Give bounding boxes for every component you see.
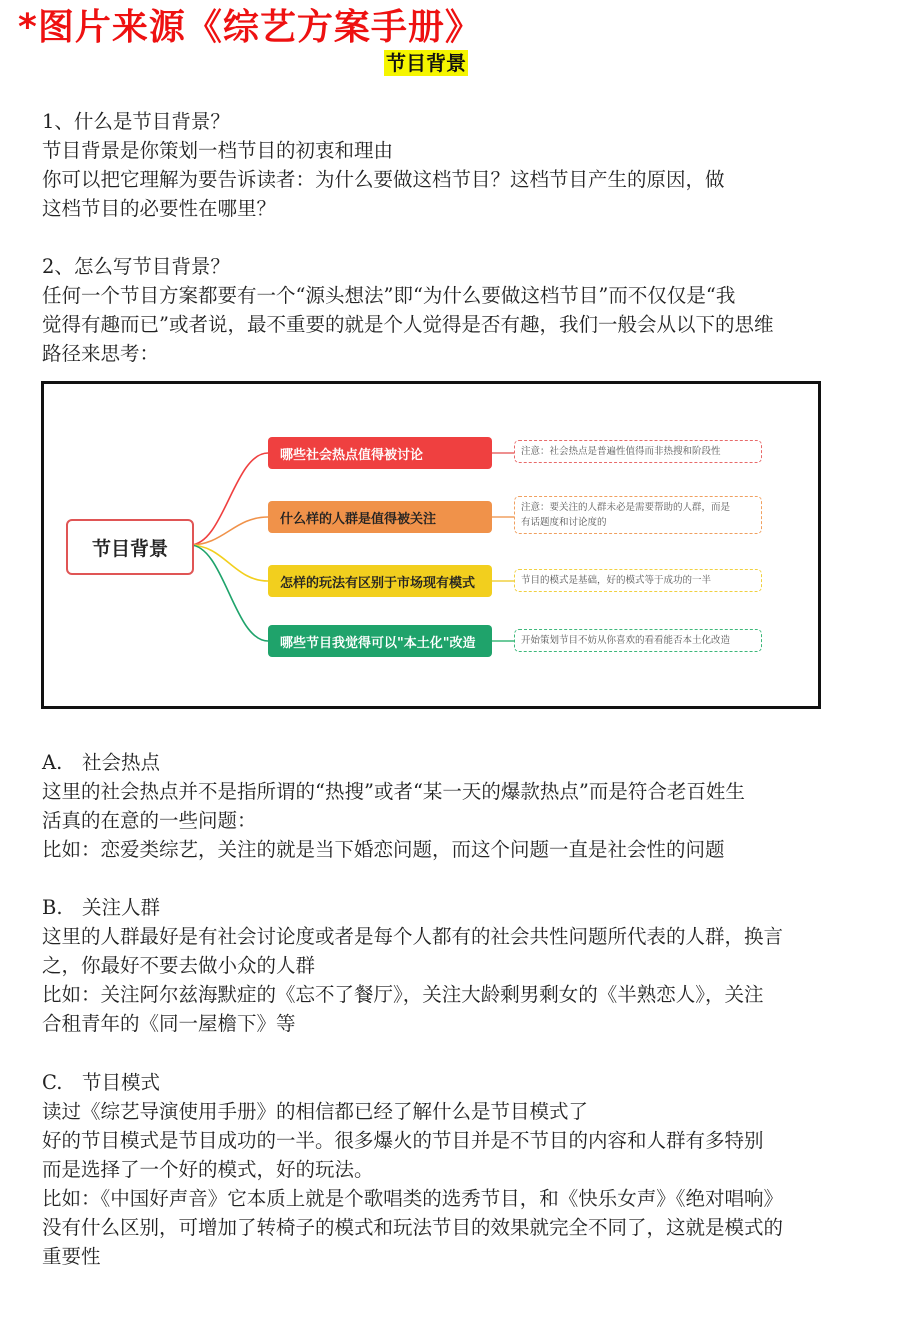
paragraph-line: 这里的社会热点并不是指所谓的“热搜”或者“某一天的爆款热点”而是符合老百姓生 [42,780,745,803]
note-social-hotspot [514,440,762,463]
section-c-program-format [42,1068,832,1271]
section-heading: 1、什么是节目背景？ [42,110,230,133]
paragraph-line: 这里的人群最好是有社会讨论度或者是每个人都有的社会共性问题所代表的人群，换言 [42,925,784,948]
section-heading-text: 节目模式 [82,1071,161,1094]
branch-gameplay-format: 怎样的玩法有区别于市场现有模式 [268,565,492,597]
connector-3 [190,545,268,581]
page-title: 节目背景 [386,51,466,75]
paragraph-line: 你可以把它理解为要告诉读者：为什么要做这档节目？这档节目产生的原因，做 [42,168,725,191]
paragraph-line: 合租青年的《同一屋檐下》等 [42,1012,296,1035]
section-heading-text: 社会热点 [82,751,161,774]
paragraph-line: 节目背景是你策划一档节目的初衷和理由 [42,139,394,162]
note-line: 开始策划节目不妨从你喜欢的看看能否本土化改造 [521,635,731,646]
paragraph-line: 觉得有趣而已”或者说，最不重要的就是个人觉得是否有趣，我们一般会从以下的思维 [42,313,774,336]
paragraph-line: 没有什么区别，可增加了转椅子的模式和玩法节目的效果就完全不同了，这就是模式的 [42,1216,784,1239]
section-heading: 2、怎么写节目背景？ [42,255,230,278]
section-heading-text: 关注人群 [82,896,161,919]
paragraph-line: 比如：恋爱类综艺，关注的就是当下婚恋问题，而这个问题一直是社会性的问题 [42,838,725,861]
mindmap-root-node: 节目背景 [66,519,194,575]
paragraph-line: 之，你最好不要去做小众的人群 [42,954,316,977]
source-watermark: *图片来源《综艺方案手册》 [18,7,482,48]
paragraph-line: 比如：《中国好声音》它本质上就是个歌唱类的选秀节目，和《快乐女声》《绝对唱响》 [42,1187,784,1210]
note-line: 有话题度和讨论度的 [521,517,607,528]
section-heading [42,748,832,777]
paragraph-line: 任何一个节目方案都要有一个“源头想法”即“为什么要做这档节目”而不仅仅是“我 [42,284,736,307]
connector-4 [190,545,268,641]
note-localization [514,629,762,652]
paragraph-line: 好的节目模式是节目成功的一半。很多爆火的节目并是不节目的内容和人群有多特别 [42,1129,764,1152]
section-letter: B. [42,896,63,919]
mindmap-figure [41,381,821,709]
section-what-is-background [42,107,832,223]
note-line: 节目的模式是基础，好的模式等于成功的一半 [521,575,712,586]
note-line: 注意：社会热点是普遍性值得而非热搜和阶段性 [521,446,721,457]
branch-localization: 哪些节目我觉得可以"本土化"改造 [268,625,492,657]
note-line: 注意：要关注的人群未必是需要帮助的人群，而是 [521,502,731,513]
section-heading [42,893,832,922]
paragraph-line: 路径来思考： [42,342,160,365]
section-how-to-write [42,252,832,368]
paragraph-line: 活真的在意的一些问题： [42,809,257,832]
section-b-target-audience [42,893,832,1038]
paragraph-line: 这档节目的必要性在哪里？ [42,197,277,220]
section-letter: C. [42,1071,63,1094]
paragraph-line: 而是选择了一个好的模式，好的玩法。 [42,1158,374,1181]
paragraph-line: 重要性 [42,1245,101,1268]
paragraph-line: 读过《综艺导演使用手册》的相信都已经了解什么是节目模式了 [42,1100,589,1123]
branch-social-hotspot: 哪些社会热点值得被讨论 [268,437,492,469]
note-target-audience [514,496,762,534]
section-a-social-hotspot [42,748,832,864]
section-heading [42,1068,832,1097]
branch-target-audience: 什么样的人群是值得被关注 [268,501,492,533]
paragraph-line: 比如：关注阿尔兹海默症的《忘不了餐厅》，关注大龄剩男剩女的《半熟恋人》，关注 [42,983,764,1006]
section-letter: A. [42,751,63,774]
note-gameplay-format [514,569,762,592]
